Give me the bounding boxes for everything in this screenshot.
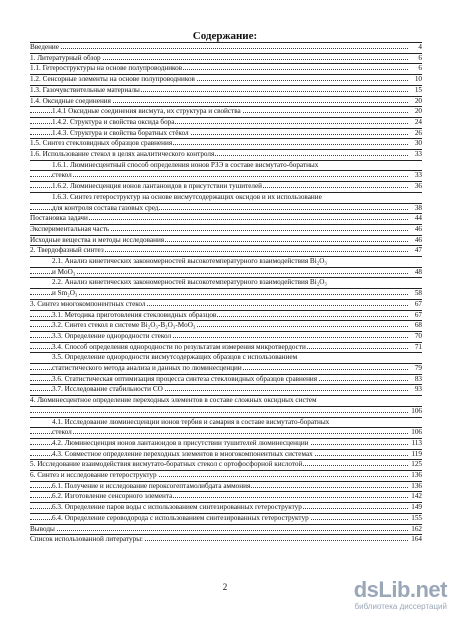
toc-entry-text: 1.6.1. Люминесцентный способ определения ионов РЗЭ в составе висмутато-боратных [52, 160, 319, 169]
toc-entry-page: 47 [414, 246, 422, 255]
toc-entry-text: стекол [52, 171, 72, 180]
toc-entry-text: 5. Исследование взаимодействия висмутато-боратных стекол с ортофосфорной кислотой [30, 460, 303, 469]
toc-entry-page: 155 [411, 513, 422, 522]
toc-entry-page: 46 [414, 235, 422, 244]
toc-entry-page: 93 [414, 385, 422, 394]
toc-entry-text: и MoO₃ [52, 267, 76, 276]
toc-list [30, 42, 422, 544]
watermark [352, 578, 447, 618]
toc-entry-page: 24 [414, 117, 422, 126]
toc-entry-text: 6.3. Определение паров воды с использованием синтезированных гетероструктур [52, 503, 302, 512]
toc-entry-text: 1. Литературный обзор [30, 53, 101, 62]
toc-entry-text: 6. Синтез и исследование гетероструктур [30, 471, 157, 479]
toc-entry-page: 20 [414, 96, 422, 105]
toc-entry-text: 3.4. Способ определения однородности по результатам измерения микротвердости [52, 342, 306, 351]
watermark-subtitle: библиотека диссертаций [354, 602, 447, 611]
toc-entry-page: 164 [411, 535, 422, 544]
toc-entry-page: 4 [418, 43, 422, 51]
toc-entry-page: 6 [418, 64, 422, 73]
toc-entry[interactable] [30, 534, 422, 546]
toc-entry-page: 149 [411, 503, 422, 512]
toc-entry-text: 6.1. Получение и исследование пероксогептамолибдата аммония [52, 481, 251, 490]
toc-entry-text: 1.1. Гетероструктуры на основе полупроводников [30, 64, 183, 73]
toc-entry-text: 4.1. Исследование люминесценции ионов тербия и самария в составе висмутато-боратных [52, 417, 330, 426]
toc-leader-dots [30, 273, 408, 274]
toc-entry-page: 38 [414, 203, 422, 212]
toc-entry-page: 83 [414, 374, 422, 383]
toc-leader-dots [30, 530, 408, 531]
toc-entry-page: 119 [411, 449, 422, 458]
toc-entry-page: 33 [414, 150, 422, 158]
toc-entry-text: 1.6.2. Люминесценция ионов лантаноидов в присутствии тушителей [52, 182, 263, 191]
toc-leader-dots [30, 433, 408, 434]
toc-leader-dots [30, 412, 408, 413]
toc-entry-text: Список использованной литературы: [30, 535, 144, 544]
toc-entry-page: 46 [414, 224, 422, 233]
toc-entry-page: 26 [414, 128, 422, 137]
toc-entry-page: 30 [414, 139, 422, 148]
toc-leader-dots [30, 294, 408, 295]
toc-entry-text: 4. Люминесцентное определение переходных элементов в составе сложных оксидных систем [30, 396, 317, 405]
toc-entry-text: 6.2. Изготовление сенсорного элемента [52, 492, 173, 501]
toc-entry-text: Экспериментальная часть [30, 224, 110, 233]
toc-entry-page: 106 [411, 406, 422, 415]
toc-entry-text: 1.6. Использование стекол в целях аналитического контроля [30, 150, 215, 158]
toc-entry-page: 68 [414, 321, 422, 330]
toc-entry-page: 136 [411, 471, 422, 479]
toc-entry-page: 20 [414, 107, 422, 116]
toc-entry-page: 79 [414, 364, 422, 372]
toc-entry-page: 10 [414, 75, 422, 84]
toc-entry-text: Введение [30, 43, 59, 51]
toc-entry-text: 3. Синтез многокомпонентных стекол [30, 299, 146, 308]
toc-entry-page: 58 [414, 289, 422, 298]
toc-entry-text: 1.4. Оксидные соединения [30, 96, 111, 105]
toc-entry-text: 2.1. Анализ кинетических закономерностей высокотемпературного взаимодействия Bi₂O₃ [52, 257, 327, 265]
toc-entry-text: 1.3. Газочувствительные материалы [30, 85, 140, 94]
toc-entry-text: для контроля состава газовых сред [52, 203, 159, 212]
toc-entry-text: 3.5. Определение однородности висмутсодержащих образцов с использованием [52, 353, 298, 362]
toc-leader-dots [30, 48, 408, 49]
toc-entry-page: 33 [414, 171, 422, 180]
toc-entry-text: 3.3. Определение однородности стекол [52, 331, 172, 340]
toc-entry-text: Выводы [30, 524, 55, 533]
toc-entry-text: 6.4. Определение сероводорода с использованием синтезированных гетероструктур [52, 513, 309, 522]
toc-entry-text: 2. Твердофазный синтез [30, 246, 104, 255]
toc-entry-text: Постановка задачи [30, 214, 88, 223]
toc-entry-page: 67 [414, 310, 422, 319]
watermark-logo: dsLib.net [353, 577, 447, 602]
toc-entry-text: стекол [52, 428, 72, 437]
toc-entry-text: 3.1. Методика приготовления стекловидных образцов [52, 310, 217, 319]
toc-entry-text: 1.4.2. Структура и свойства оксида бора [52, 117, 175, 126]
toc-entry-text: 4.3. Совместное определение переходных элементов в многокомпонентных системах [52, 449, 313, 458]
toc-entry-text: Исходные вещества и методы исследования [30, 235, 165, 244]
toc-entry-text: 3.7. Исследование стабильности СО [52, 385, 163, 394]
toc-entry-text: 1.6.3. Синтез гетероструктур на основе висмутсодержащих оксидов и их использование [52, 192, 322, 201]
toc-entry-text: статистического метода анализа и данных по люминесценции [52, 364, 242, 372]
page-number: 2 [222, 582, 228, 592]
toc-entry-page: 113 [411, 438, 422, 447]
toc-entry-page: 6 [418, 53, 422, 62]
toc-entry-page: 142 [411, 492, 422, 501]
toc-entry-page: 48 [414, 267, 422, 276]
toc-entry-text: 1.4.1 Оксидные соединения висмута, их структура и свойства [52, 107, 241, 116]
toc-entry-page: 70 [414, 331, 422, 340]
toc-entry-page: 162 [411, 524, 422, 533]
toc-entry-page: 67 [414, 299, 422, 308]
toc-entry-page: 136 [411, 481, 422, 490]
toc-entry-text: 1.4.3. Структура и свойства боратных стёкол [52, 128, 189, 137]
toc-entry-text: 3.6. Статистическая оптимизация процесса синтеза стекловидных образцов сравнения [52, 374, 318, 383]
toc-entry-page: 36 [414, 182, 422, 191]
toc-entry-text: 2.2. Анализ кинетических закономерностей высокотемпературного взаимодействия Bi₂O₃ [52, 278, 327, 287]
toc-leader-dots [30, 176, 408, 177]
toc-entry-text: и Sm₂O₃ [52, 289, 78, 298]
toc-entry-page: 106 [411, 428, 422, 437]
toc-entry-page: 125 [411, 460, 422, 469]
toc-entry-text: 1.2. Сенсорные элементы на основе полупроводников [30, 75, 195, 84]
toc-title: Содержание: [192, 30, 258, 42]
toc-entry-page: 15 [414, 85, 422, 94]
toc-entry-page: 44 [414, 214, 422, 223]
toc-entry-text: 3.2. Синтез стекол в системе Bi₂O₃-B₂O₃-MoO₃ [52, 321, 196, 330]
toc-entry-text: 1.5. Синтез стекловидных образцов сравнения [30, 139, 173, 148]
toc-entry-page: 71 [414, 342, 422, 351]
toc-entry-text: 4.2. Люминесценция ионов лантаноидов в присутствии тушителей люминесценции [52, 438, 309, 447]
